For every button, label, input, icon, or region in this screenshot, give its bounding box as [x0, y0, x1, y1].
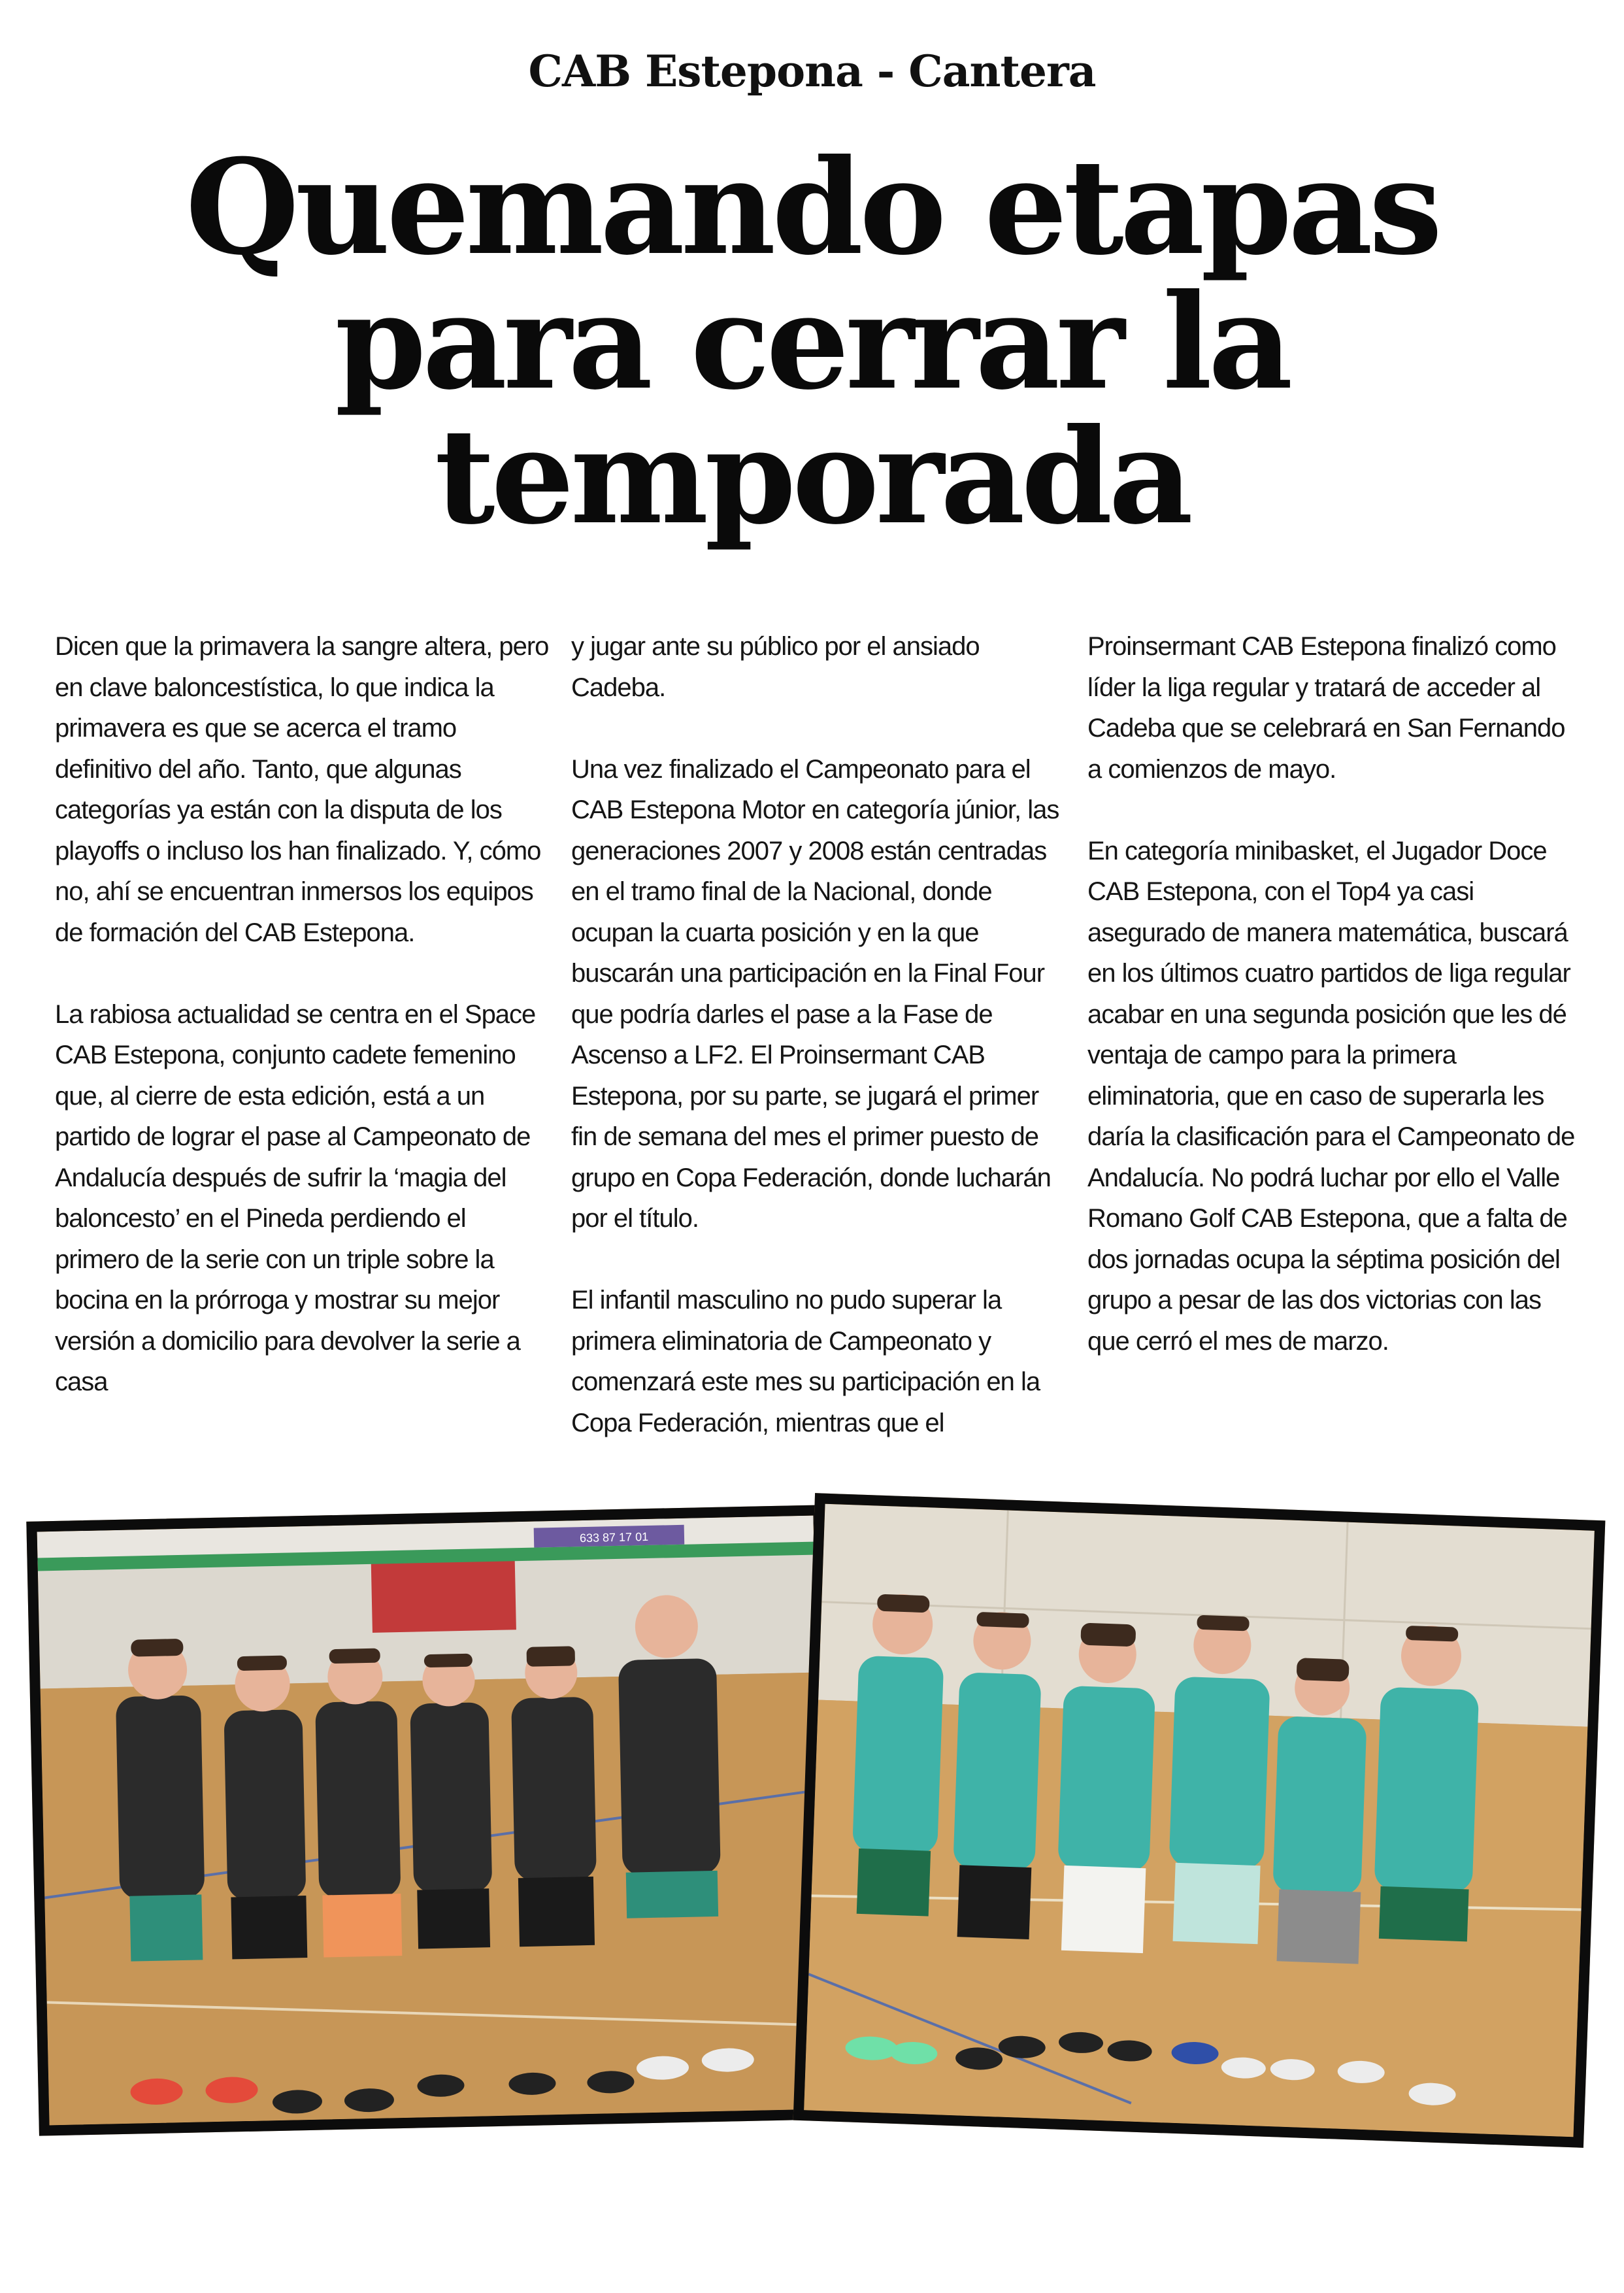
article-column-1 [55, 626, 552, 1443]
team-photo-right-image [804, 1504, 1595, 2137]
section-label: CAB Estepona - Cantera [528, 46, 1096, 97]
paragraph: Una vez finalizado el Campeonato para el CAB Estepona Motor en categoría júnior, las generaciones 2007 y 2008 están centradas en el tramo final de la Nacional, donde ocupan la cuarta posición y en la que buscarán una participación en la Final Four que podría darles el pase a la Fase de Ascenso a LF2. El Proinsermant CAB Estepona, por su parte, se jugará el primer fin de semana del mes el primer puesto de grupo en Copa Federación, donde lucharán por el título. [571, 754, 1059, 1233]
headline-line-1: Quemando etapas [185, 131, 1439, 284]
headline [0, 131, 1624, 554]
paragraph: Dicen que la primavera la sangre altera, pero en clave baloncestística, lo que indica la primavera es que se acerca el tramo definitivo del año. Tanto, que algunas categorías ya están con la disputa de los playoffs o incluso los han finalizado. Y, cómo no, ahí se encuentran inmersos los equipos de formación del CAB Estepona. [55, 632, 549, 947]
paragraph: El infantil masculino no pudo superar la primera eliminatoria de Campeonato y comenzará este mes su participación en la Copa Federación, mientras que el [571, 1286, 1040, 1437]
headline-line-2: para cerrar la [335, 265, 1289, 419]
team-photo-left-image [37, 1516, 826, 2126]
paragraph: Proinsermant CAB Estepona finalizó como líder la liga regular y tratará de acceder al Cadeba que se celebrará en San Fernando a comienzos de mayo. [1087, 632, 1565, 784]
paragraph: y jugar ante su público por el ansiado Cadeba. [571, 632, 980, 702]
team-photo-left [26, 1505, 836, 2135]
article-column-3 [1087, 626, 1584, 1403]
article-body [55, 626, 1578, 1450]
paragraph: La rabiosa actualidad se centra en el Space CAB Estepona, conjunto cadete femenino que, al cierre de esta edición, está a un partido de lograr el pase al Campeonato de Andalucía después de sufrir la ‘magia del baloncesto’ en el Pineda perdiendo el primero de la serie con un triple sobre la bocina en la prórroga y mostrar su mejor versión a domicilio para devolver la serie a casa [55, 999, 536, 1396]
paragraph: En categoría minibasket, el Jugador Doce CAB Estepona, con el Top4 ya casi asegurado de manera matemática, buscará en los últimos cuatro partidos de liga regular acabar en una segunda posición que les dé ventaja de campo para la primera eliminatoria, que en caso de superarla les daría la clasificación para el Campeonato de Andalucía. No podrá luchar por ello el Valle Romano Golf CAB Estepona, que a falta de dos jornadas ocupa la séptima posición del grupo a pesar de las dos victorias con las que cerró el mes de marzo. [1087, 836, 1575, 1356]
wall-phone-text: 633 87 17 01 [579, 1530, 649, 1545]
article-column-2 [571, 626, 1068, 1484]
headline-line-3: temporada [435, 400, 1189, 554]
team-photo-right [793, 1493, 1606, 2148]
